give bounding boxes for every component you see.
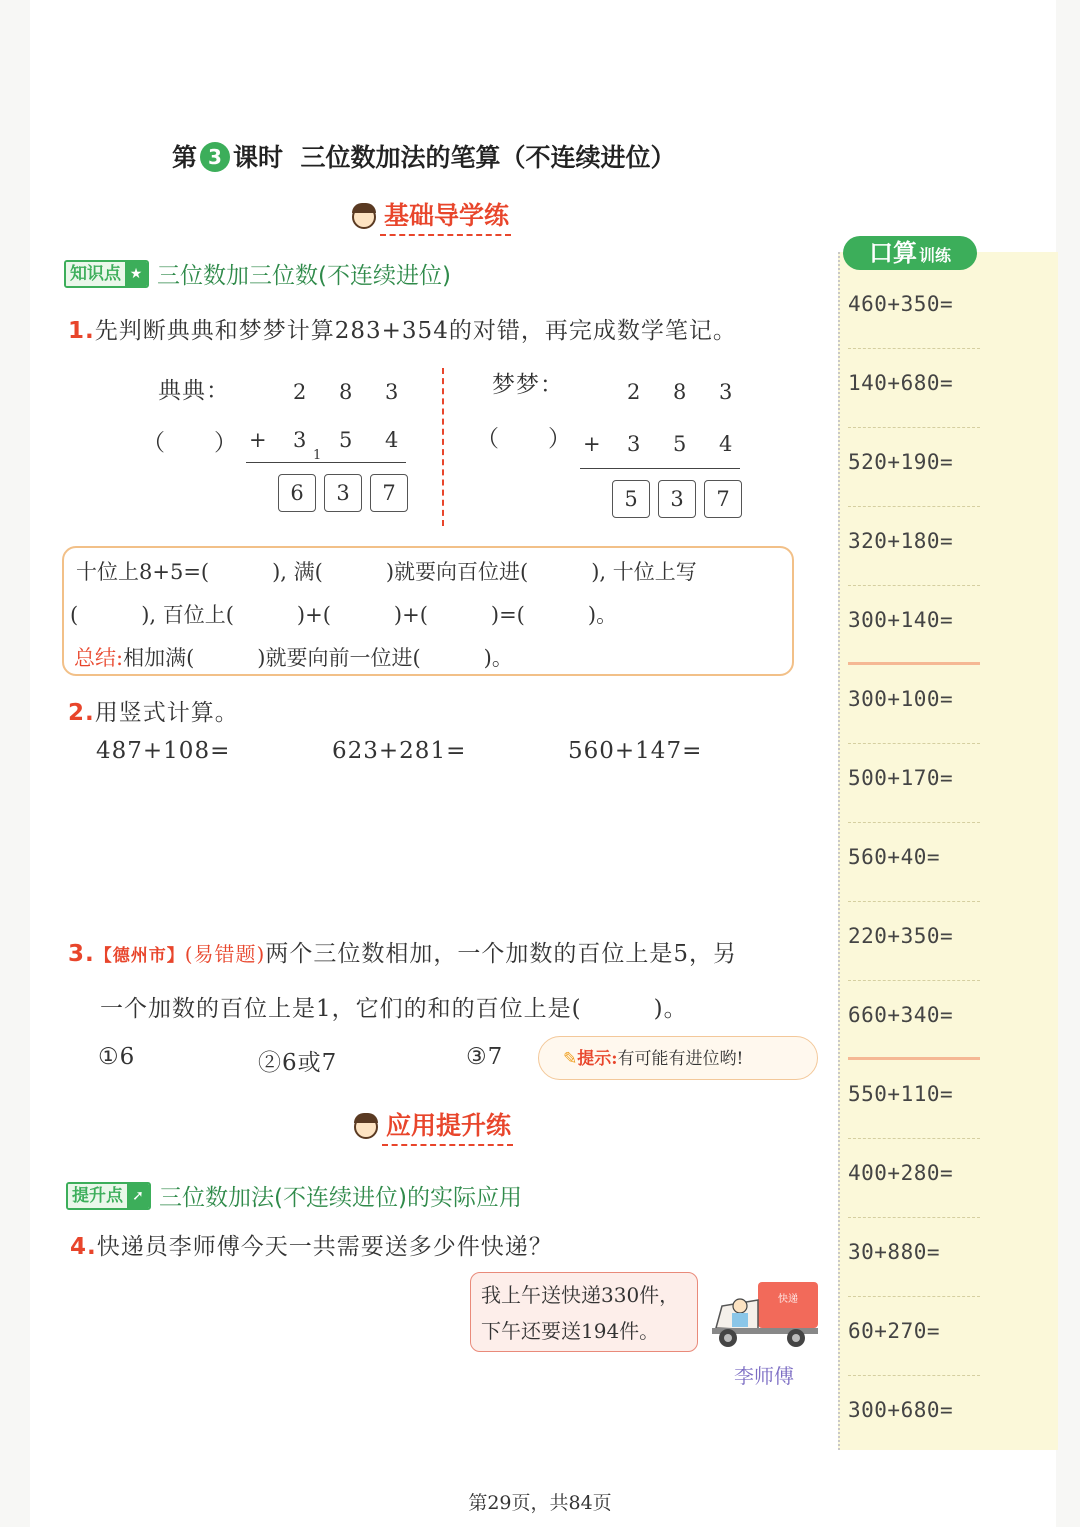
calc-right-line [580,468,740,469]
knowledge-tag [64,260,149,288]
knowledge-point-1 [64,257,451,290]
question-1 [68,312,737,345]
result-box: 7 [370,474,408,512]
oral-item-text: 300+100= [848,687,954,711]
result-box: 7 [704,480,742,518]
oral-item-text: 320+180= [848,529,954,553]
judge-paren-left[interactable]: （ ） [142,430,238,456]
calc-left-digit: 4 [385,428,399,452]
oral-item-text: 400+280= [848,1161,954,1185]
oral-item [848,902,980,981]
speech-bubble [470,1272,698,1352]
result-box: 3 [324,474,362,512]
note-line-2: ( ), 百位上( )+( )+( )=( )。 [70,603,618,627]
question-3 [68,935,737,968]
question-3-number: 3. [68,941,95,967]
arrow-icon: ➚ [127,1184,149,1208]
oral-item [848,428,980,507]
delivery-truck-icon [708,1280,820,1350]
knowledge-tag-label: 知识点 [66,262,125,286]
oral-item-text: 500+170= [848,766,954,790]
question-2 [68,694,239,727]
oral-item-text: 30+880= [848,1240,941,1264]
section-application-title: 应用提升练 [382,1106,513,1146]
calc-left-digit: 2 [293,380,307,404]
oral-item-text: 60+270= [848,1319,941,1343]
bubble-line-1: 我上午送快递330件， [481,1283,680,1307]
oral-item-text: 520+190= [848,450,954,474]
option-2[interactable]: ②6或7 [258,1050,338,1076]
oral-item [848,507,980,586]
math-note-box [62,546,794,676]
oral-item [848,981,980,1060]
question-source: 【德州市】 [94,946,185,966]
lesson-title [172,138,675,174]
question-3-line-2: 一个加数的百位上是1，它们的和的百位上是( )。 [100,996,688,1022]
hint-text: 有可能有进位哟! [617,1049,744,1069]
oral-item [848,586,980,665]
question-3-line-1: 两个三位数相加，一个加数的百位上是5，另 [265,941,737,967]
calc-right-digit: 4 [719,432,733,456]
oral-item [848,1139,980,1218]
oral-calc-subtitle: 训练 [918,246,951,265]
oral-item-text: 140+680= [848,371,954,395]
knowledge-point-2 [66,1179,522,1212]
oral-calc-title: 口算 [868,239,917,267]
question-4 [70,1228,553,1261]
mengmeng-label: 梦梦： [492,372,564,398]
option-3[interactable]: ③7 [466,1044,504,1070]
oral-item [848,349,980,428]
kid-mascot-icon [348,1109,382,1143]
calc-left-digit: 5 [339,428,353,452]
oral-item [848,823,980,902]
oral-item [848,1218,980,1297]
oral-calc-badge [843,236,977,270]
calc-right-digit: 3 [627,432,641,456]
hint-label: 提示: [577,1049,618,1069]
question-2-number: 2. [68,700,95,726]
oral-item-text: 550+110= [848,1082,954,1106]
person-label: 李师傅 [734,1364,794,1388]
oral-item-text: 300+140= [848,608,954,632]
oral-item [848,744,980,823]
question-1-text: 先判断典典和梦梦计算283+354的对错，再完成数学笔记。 [94,318,737,344]
bubble-line-2: 下午还要送194件。 [481,1319,660,1343]
oral-item [848,270,980,349]
plus-sign: + [583,432,601,456]
improve-tag-label: 提升点 [68,1184,127,1208]
calc-left-digit: 3 [385,380,399,404]
vertical-calc-item: 623+281= [332,738,467,764]
question-4-text: 快递员李师傅今天一共需要送多少件快递？ [96,1234,553,1260]
page-footer: 第29页，共84页 [468,1492,612,1514]
title-suffix: 课时 [233,143,284,172]
oral-item-text: 220+350= [848,924,954,948]
calc-right-digit: 8 [673,380,687,404]
lesson-number-badge: 3 [200,142,230,172]
carry-mark: 1 [313,448,322,463]
error-prone-tag: (易错题) [184,942,266,966]
result-box: 3 [658,480,696,518]
vertical-calc-item: 487+108= [96,738,231,764]
oral-item [848,1060,980,1139]
oral-item-text: 560+40= [848,845,941,869]
result-box: 5 [612,480,650,518]
option-1[interactable]: ①6 [98,1044,136,1070]
improve-tag [66,1182,151,1210]
question-2-text: 用竖式计算。 [94,700,239,726]
oral-item [848,1297,980,1376]
star-icon: ★ [125,262,147,286]
calc-right-digit: 5 [673,432,687,456]
calc-left-digit: 8 [339,380,353,404]
oral-item [848,665,980,744]
divider-line [442,368,444,526]
oral-item-text: 460+350= [848,292,954,316]
section-basic-practice [346,196,511,236]
judge-paren-right[interactable]: （ ） [476,426,572,452]
title-prefix: 第 [172,143,198,172]
summary-label: 总结: [74,646,124,670]
hint-bubble [538,1036,818,1080]
section-basic-title: 基础导学练 [380,196,511,236]
question-4-number: 4. [70,1234,97,1260]
summary-text: 相加满( )就要向前一位进( )。 [123,646,513,670]
title-name: 三位数加法的笔算（不连续进位） [300,143,676,172]
vertical-calc-item: 560+147= [568,738,703,764]
oral-item-text: 300+680= [848,1398,954,1422]
plus-sign: + [249,428,267,452]
knowledge-topic: 三位数加三位数(不连续进位) [157,263,451,289]
calc-left-line [246,462,406,463]
calc-right-digit: 3 [719,380,733,404]
truck-label: 快递 [778,1294,798,1305]
result-box: 6 [278,474,316,512]
pencil-icon: ✎ [563,1049,578,1069]
note-line-1: 十位上8+5=( ), 满( )就要向百位进( ), 十位上写 [76,560,697,584]
question-1-number: 1. [68,318,95,344]
kid-mascot-icon [346,199,380,233]
diandian-label: 典典： [158,378,230,404]
oral-item [848,1376,980,1455]
section-application-practice [348,1106,513,1146]
improve-topic: 三位数加法(不连续进位)的实际应用 [159,1185,522,1211]
calc-left-digit: 3 [293,428,307,452]
calc-right-digit: 2 [627,380,641,404]
oral-item-text: 660+340= [848,1003,954,1027]
